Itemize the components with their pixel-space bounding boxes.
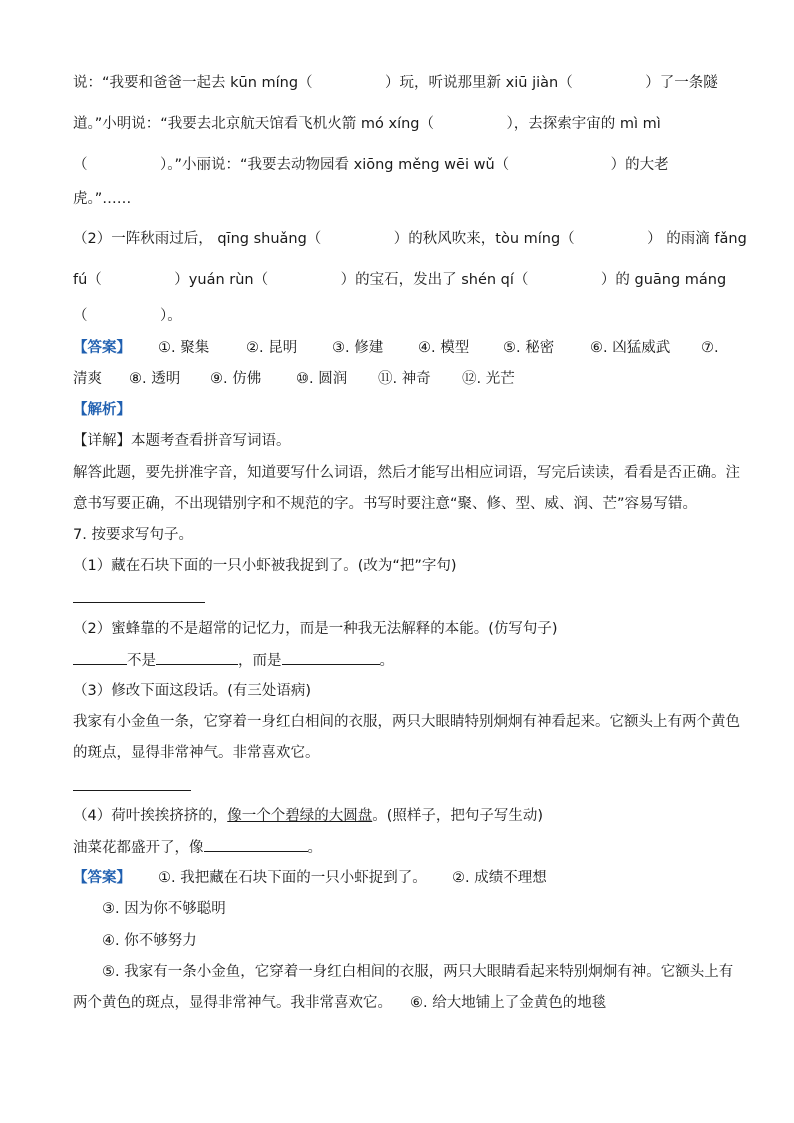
answer-item: 清爽	[73, 371, 102, 387]
fill-blank	[204, 837, 308, 852]
answer-blank-line	[73, 602, 205, 603]
fill-text: 。	[379, 653, 394, 669]
explain-line-1: 解答此题，要先拼准字音，知道要写什么词语，然后才能写出相应词语，写完后读读，看看是否正确。注	[73, 465, 740, 481]
answer-item: ①. 聚集	[158, 340, 210, 356]
q7-part3-line-1: 我家有小金鱼一条，它穿着一身红白相间的衣服，两只大眼睛特别炯炯有神看起来。它额头上有两个黄色	[73, 714, 740, 730]
detail-line	[73, 431, 291, 451]
q7-part2: （2）蜜蜂靠的不是超常的记忆力，而是一种我无法解释的本能。(仿写句子)	[73, 621, 558, 637]
q6-line-4: 虎。”……	[73, 191, 132, 207]
answer-item: ⑤. 我家有一条小金鱼，它穿着一身红白相间的衣服，两只大眼睛看起来特别炯炯有神。它额头上有	[102, 964, 734, 980]
detail-text: 本题考查看拼音写词语。	[131, 433, 291, 449]
q6-line-2: 道。”小明说：“我要去北京航天馆看飞机火箭 mó xíng（ ），去探索宇宙的 mì mì	[73, 116, 661, 132]
answer-item: ⑤. 秘密	[503, 340, 555, 356]
answer-item: ③. 因为你不够聪明	[102, 901, 226, 917]
q7-part1: （1）藏在石块下面的一只小虾被我捉到了。(改为“把”字句)	[73, 558, 457, 574]
answer-item: ④. 模型	[418, 340, 470, 356]
answer-item: ⑫. 光芒	[462, 371, 515, 387]
answer-blank-line	[73, 790, 191, 791]
analysis-label: 【解析】	[73, 402, 131, 418]
q7-part3-line-2: 的斑点，显得非常神气。非常喜欢它。	[73, 745, 320, 761]
answer-item: ②. 昆明	[246, 340, 298, 356]
fill-text: 。	[307, 840, 322, 856]
q6-part2-line-2: fú（ ）yuán rùn（ ）的宝石，发出了 shén qí（ ）的 guāng máng	[73, 272, 727, 288]
q7-part3: （3）修改下面这段话。(有三处语病)	[73, 683, 312, 699]
answer-item: ⑦.	[701, 340, 719, 356]
q7-part4-fill	[73, 837, 322, 858]
q6-part2-line-1: （2）一阵秋雨过后， qīng shuǎng（ ）的秋风吹来，tòu míng（ ） 的雨滴 fǎng	[73, 231, 747, 247]
answer-item: 两个黄色的斑点，显得非常神气。我非常喜欢它。	[73, 995, 392, 1011]
underlined-example: 像一个个碧绿的大圆盘	[227, 808, 373, 824]
answer-item: ⑥. 给大地铺上了金黄色的地毯	[410, 995, 607, 1011]
q6-line-3: （ ）。”小丽说：“我要去动物园看 xiōng měng wēi wǔ（ ）的大老	[73, 157, 669, 173]
answer-item: ⑧. 透明	[129, 371, 181, 387]
q6-part2-line-3: （ ）。	[73, 308, 182, 324]
answer-item: ④. 你不够努力	[102, 933, 197, 949]
q7-part2-fill	[73, 650, 394, 671]
detail-label: 【详解】	[73, 433, 131, 449]
answer-item: ⑩. 圆润	[296, 371, 348, 387]
answer-item: ⑪. 神奇	[378, 371, 431, 387]
answer-label: 【答案】	[73, 340, 131, 356]
fill-blank	[73, 650, 127, 665]
q6-line-1: 说：“我要和爸爸一起去 kūn míng（ ）玩，听说那里新 xiū jiàn（ ）了一条隧	[73, 75, 718, 91]
q7-title: 7. 按要求写句子。	[73, 527, 193, 543]
explain-line-2: 意书写要正确，不出现错别字和不规范的字。书写时要注意“聚、修、型、威、润、芒”容易写错。	[73, 496, 698, 512]
answer-item: ③. 修建	[332, 340, 384, 356]
fill-blank	[282, 650, 380, 665]
answer-item: ⑨. 仿佛	[210, 371, 262, 387]
answer-item: ①. 我把藏在石块下面的一只小虾捉到了。	[158, 870, 427, 886]
part4-text: 。(照样子，把句子写生动)	[372, 808, 544, 824]
answer-item: ⑥. 凶猛威武	[590, 340, 671, 356]
answer-item: ②. 成绩不理想	[452, 870, 547, 886]
fill-text: ，而是	[238, 653, 282, 669]
part4-text: （4）荷叶挨挨挤挤的，	[73, 808, 228, 824]
fill-text: 油菜花都盛开了，像	[73, 840, 204, 856]
fill-text: 不是	[127, 653, 156, 669]
q7-part4	[73, 806, 543, 826]
fill-blank	[156, 650, 238, 665]
answer-label: 【答案】	[73, 870, 131, 886]
